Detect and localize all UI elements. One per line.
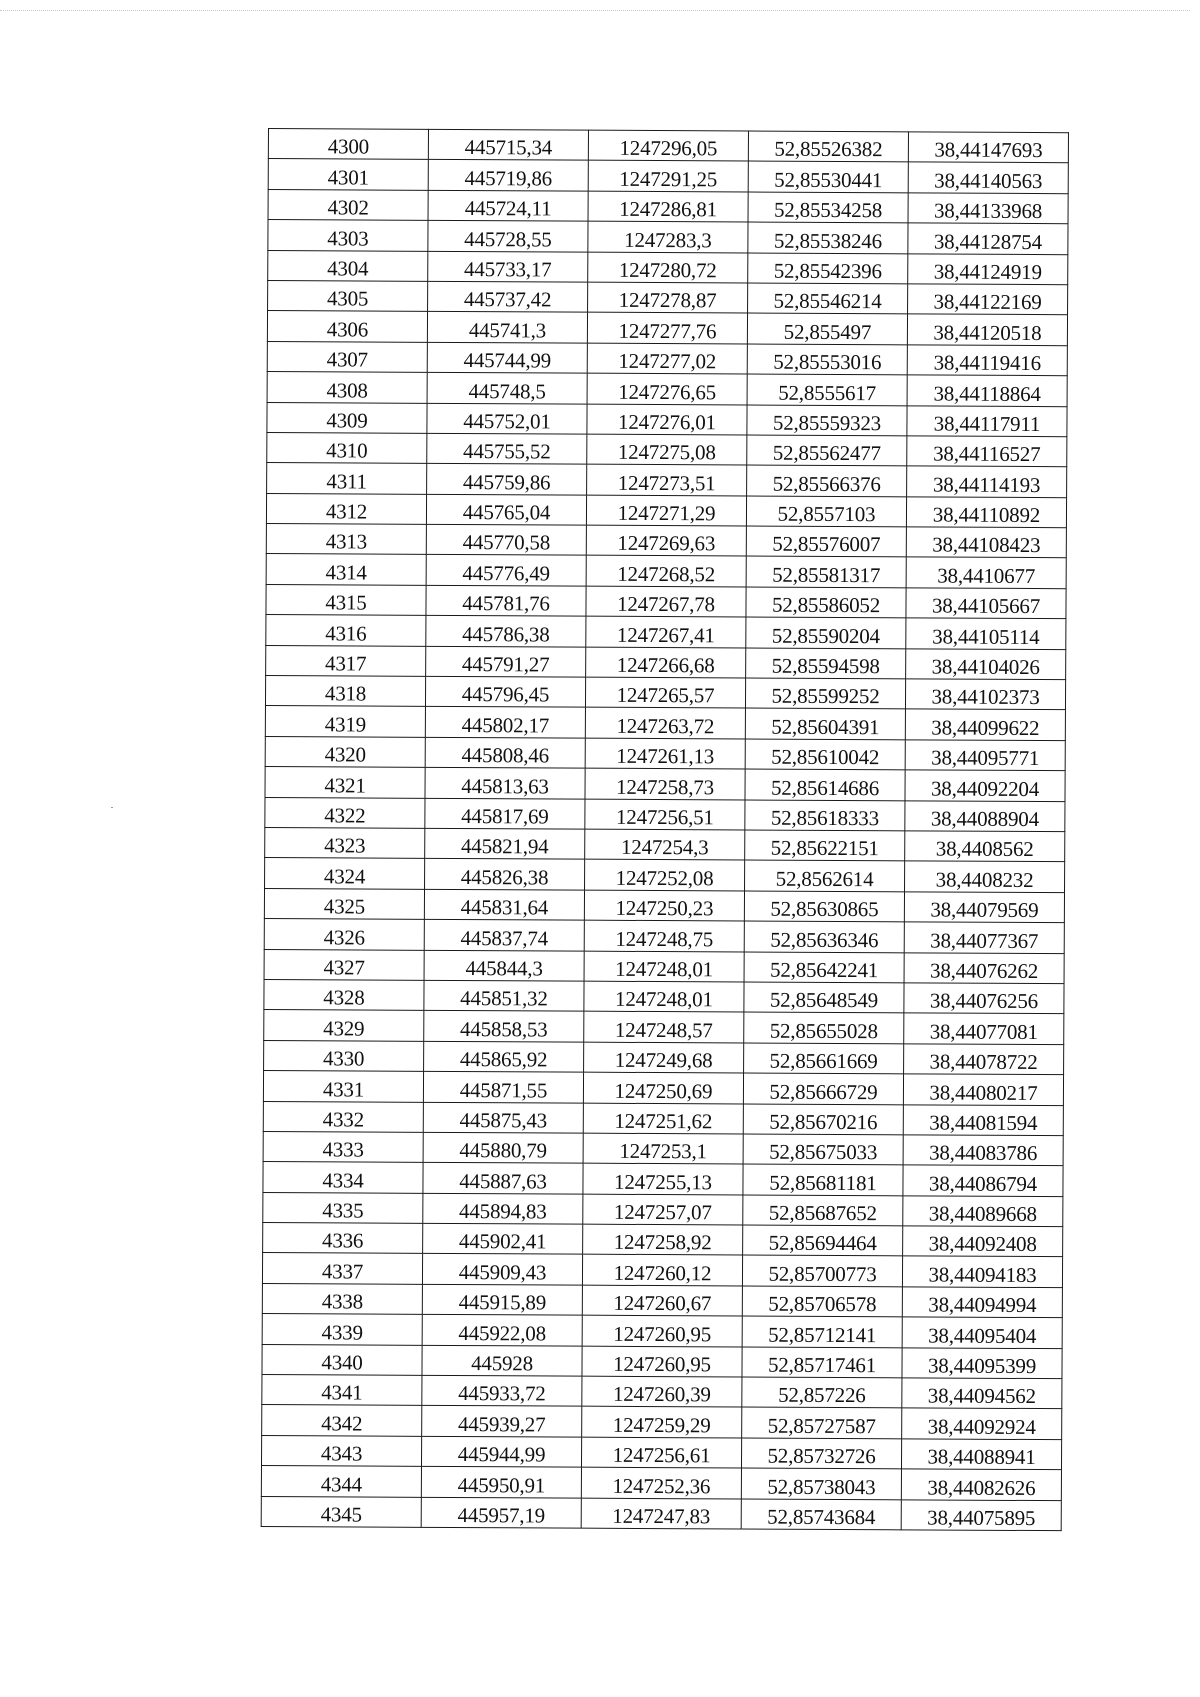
point-number-cell: 4345 [261, 1496, 421, 1527]
y-coordinate-cell: 1247283,3 [588, 221, 748, 252]
x-coordinate-cell: 445724,11 [428, 190, 588, 221]
table-row [268, 159, 1068, 194]
latitude-cell: 52,85655028 [744, 1012, 904, 1043]
point-number-cell: 4340 [262, 1344, 422, 1375]
point-number-cell: 4337 [262, 1253, 422, 1284]
latitude-cell: 52,85538246 [748, 222, 908, 253]
latitude-cell: 52,85530441 [748, 161, 908, 192]
table-row [267, 311, 1067, 346]
table-row [264, 979, 1064, 1014]
table-row [266, 524, 1066, 559]
longitude-cell: 38,44110892 [906, 497, 1066, 528]
y-coordinate-cell: 1247250,23 [584, 890, 744, 921]
x-coordinate-cell: 445831,64 [424, 889, 584, 920]
point-number-cell: 4310 [267, 432, 427, 463]
table-row [265, 827, 1065, 862]
y-coordinate-cell: 1247258,92 [583, 1224, 743, 1255]
latitude-cell: 52,85553016 [747, 344, 907, 375]
x-coordinate-cell: 445851,32 [424, 980, 584, 1011]
table-row [262, 1344, 1062, 1379]
y-coordinate-cell: 1247260,67 [582, 1285, 742, 1316]
longitude-cell: 38,44102373 [905, 679, 1065, 710]
x-coordinate-cell: 445802,17 [425, 707, 585, 738]
y-coordinate-cell: 1247248,01 [584, 951, 744, 982]
x-coordinate-cell: 445909,43 [422, 1254, 582, 1285]
longitude-cell: 38,44086794 [903, 1165, 1063, 1196]
table-row [263, 1101, 1063, 1136]
x-coordinate-cell: 445741,3 [427, 312, 587, 343]
y-coordinate-cell: 1247263,72 [585, 708, 745, 739]
longitude-cell: 38,44077081 [904, 1013, 1064, 1044]
point-number-cell: 4324 [265, 858, 425, 889]
latitude-cell: 52,85630865 [744, 891, 904, 922]
x-coordinate-cell: 445759,86 [427, 464, 587, 495]
longitude-cell: 38,44116527 [907, 436, 1067, 467]
longitude-cell: 38,44079569 [904, 892, 1064, 923]
point-number-cell: 4333 [263, 1131, 423, 1162]
point-number-cell: 4342 [262, 1405, 422, 1436]
y-coordinate-cell: 1247277,02 [587, 343, 747, 374]
point-number-cell: 4303 [268, 220, 428, 251]
table-row [263, 1223, 1063, 1258]
y-coordinate-cell: 1247255,13 [583, 1163, 743, 1194]
table-row [265, 676, 1065, 711]
latitude-cell: 52,85670216 [743, 1104, 903, 1135]
x-coordinate-cell: 445786,38 [426, 616, 586, 647]
x-coordinate-cell: 445765,04 [426, 494, 586, 525]
point-number-cell: 4304 [268, 250, 428, 281]
y-coordinate-cell: 1247254,3 [585, 829, 745, 860]
y-coordinate-cell: 1247251,62 [583, 1103, 743, 1134]
longitude-cell: 38,4408232 [905, 861, 1065, 892]
point-number-cell: 4318 [265, 676, 425, 707]
x-coordinate-cell: 445752,01 [427, 403, 587, 434]
y-coordinate-cell: 1247248,01 [584, 981, 744, 1012]
y-coordinate-cell: 1247268,52 [586, 556, 746, 587]
table-row [268, 280, 1068, 315]
x-coordinate-cell: 445887,63 [423, 1163, 583, 1194]
point-number-cell: 4308 [267, 372, 427, 403]
scan-speck [111, 807, 113, 808]
longitude-cell: 38,44081594 [903, 1104, 1063, 1135]
longitude-cell: 38,44114193 [907, 466, 1067, 497]
point-number-cell: 4320 [265, 736, 425, 767]
table-row [265, 797, 1065, 832]
latitude-cell: 52,85706578 [742, 1286, 902, 1317]
table-row [261, 1435, 1061, 1470]
table-row [262, 1375, 1062, 1410]
longitude-cell: 38,44092924 [902, 1408, 1062, 1439]
longitude-cell: 38,4408562 [905, 831, 1065, 862]
y-coordinate-cell: 1247278,87 [588, 282, 748, 313]
latitude-cell: 52,85542396 [748, 253, 908, 284]
table-row [268, 129, 1068, 164]
x-coordinate-cell: 445928 [422, 1345, 582, 1376]
y-coordinate-cell: 1247261,13 [585, 738, 745, 769]
longitude-cell: 38,44094994 [902, 1287, 1062, 1318]
x-coordinate-cell: 445813,63 [425, 768, 585, 799]
table-row [267, 463, 1067, 498]
table-row [262, 1405, 1062, 1440]
longitude-cell: 38,44119416 [907, 345, 1067, 376]
point-number-cell: 4336 [263, 1223, 423, 1254]
point-number-cell: 4328 [264, 979, 424, 1010]
x-coordinate-cell: 445776,49 [426, 555, 586, 586]
point-number-cell: 4322 [265, 797, 425, 828]
y-coordinate-cell: 1247248,57 [584, 1011, 744, 1042]
y-coordinate-cell: 1247256,61 [581, 1437, 741, 1468]
y-coordinate-cell: 1247291,25 [588, 161, 748, 192]
x-coordinate-cell: 445748,5 [427, 372, 587, 403]
table-row [267, 432, 1067, 467]
longitude-cell: 38,44094562 [902, 1378, 1062, 1409]
y-coordinate-cell: 1247258,73 [585, 768, 745, 799]
longitude-cell: 38,44140563 [908, 162, 1068, 193]
table-row [266, 493, 1066, 528]
longitude-cell: 38,44092408 [903, 1226, 1063, 1257]
y-coordinate-cell: 1247286,81 [588, 191, 748, 222]
x-coordinate-cell: 445821,94 [425, 828, 585, 859]
y-coordinate-cell: 1247276,65 [587, 373, 747, 404]
x-coordinate-cell: 445781,76 [426, 585, 586, 616]
table-row [264, 888, 1064, 923]
y-coordinate-cell: 1247249,68 [584, 1042, 744, 1073]
longitude-cell: 38,44124919 [908, 253, 1068, 284]
point-number-cell: 4339 [262, 1314, 422, 1345]
table-row [263, 1071, 1063, 1106]
y-coordinate-cell: 1247280,72 [588, 252, 748, 283]
longitude-cell: 38,44147693 [908, 132, 1068, 163]
point-number-cell: 4323 [265, 827, 425, 858]
y-coordinate-cell: 1247275,08 [587, 434, 747, 465]
x-coordinate-cell: 445737,42 [428, 281, 588, 312]
y-coordinate-cell: 1247257,07 [583, 1194, 743, 1225]
y-coordinate-cell: 1247271,29 [586, 495, 746, 526]
x-coordinate-cell: 445844,3 [424, 950, 584, 981]
x-coordinate-cell: 445719,86 [428, 160, 588, 191]
latitude-cell: 52,85594598 [746, 648, 906, 679]
latitude-cell: 52,85727587 [742, 1407, 902, 1438]
x-coordinate-cell: 445817,69 [425, 798, 585, 829]
table-row [264, 919, 1064, 954]
point-number-cell: 4306 [267, 311, 427, 342]
longitude-cell: 38,44118864 [907, 375, 1067, 406]
longitude-cell: 38,44078722 [904, 1044, 1064, 1075]
y-coordinate-cell: 1247277,76 [587, 313, 747, 344]
point-number-cell: 4325 [264, 888, 424, 919]
latitude-cell: 52,85562477 [747, 435, 907, 466]
table-row [268, 189, 1068, 224]
point-number-cell: 4327 [264, 949, 424, 980]
longitude-cell: 38,44105114 [906, 618, 1066, 649]
table-row [264, 1040, 1064, 1075]
point-number-cell: 4321 [265, 767, 425, 798]
x-coordinate-cell: 445715,34 [428, 129, 588, 160]
latitude-cell: 52,85618333 [745, 800, 905, 831]
point-number-cell: 4316 [266, 615, 426, 646]
longitude-cell: 38,44128754 [908, 223, 1068, 254]
y-coordinate-cell: 1247267,41 [586, 616, 746, 647]
x-coordinate-cell: 445826,38 [425, 859, 585, 890]
latitude-cell: 52,85661669 [744, 1043, 904, 1074]
y-coordinate-cell: 1247266,68 [586, 647, 746, 678]
y-coordinate-cell: 1247247,83 [581, 1498, 741, 1529]
point-number-cell: 4311 [267, 463, 427, 494]
longitude-cell: 38,44095404 [902, 1317, 1062, 1348]
x-coordinate-cell: 445837,74 [424, 919, 584, 950]
table-row [262, 1253, 1062, 1288]
table-row [265, 736, 1065, 771]
table-row [265, 767, 1065, 802]
latitude-cell: 52,85648549 [744, 982, 904, 1013]
latitude-cell: 52,85526382 [748, 131, 908, 162]
longitude-cell: 38,44076262 [904, 952, 1064, 983]
point-number-cell: 4314 [266, 554, 426, 585]
x-coordinate-cell: 445865,92 [424, 1041, 584, 1072]
latitude-cell: 52,85599252 [745, 678, 905, 709]
x-coordinate-cell: 445796,45 [425, 676, 585, 707]
table-row [263, 1131, 1063, 1166]
x-coordinate-cell: 445755,52 [427, 433, 587, 464]
y-coordinate-cell: 1247267,78 [586, 586, 746, 617]
point-number-cell: 4344 [261, 1466, 421, 1497]
y-coordinate-cell: 1247259,29 [582, 1407, 742, 1438]
x-coordinate-cell: 445922,08 [422, 1315, 582, 1346]
y-coordinate-cell: 1247260,39 [582, 1376, 742, 1407]
longitude-cell: 38,44088941 [901, 1439, 1061, 1470]
y-coordinate-cell: 1247248,75 [584, 920, 744, 951]
latitude-cell: 52,85666729 [743, 1073, 903, 1104]
latitude-cell: 52,85642241 [744, 952, 904, 983]
point-number-cell: 4334 [263, 1162, 423, 1193]
y-coordinate-cell: 1247256,51 [585, 799, 745, 830]
longitude-cell: 38,44077367 [904, 922, 1064, 953]
point-number-cell: 4343 [261, 1435, 421, 1466]
table-row [263, 1162, 1063, 1197]
latitude-cell: 52,85675033 [743, 1134, 903, 1165]
x-coordinate-cell: 445957,19 [421, 1497, 581, 1528]
latitude-cell: 52,85576007 [746, 526, 906, 557]
table-row [267, 372, 1067, 407]
point-number-cell: 4341 [262, 1375, 422, 1406]
longitude-cell: 38,44075895 [901, 1499, 1061, 1530]
table-row [268, 220, 1068, 255]
table-row [266, 645, 1066, 680]
longitude-cell: 38,44122169 [908, 284, 1068, 315]
point-number-cell: 4302 [268, 189, 428, 220]
latitude-cell: 52,85732726 [741, 1438, 901, 1469]
longitude-cell: 38,44108423 [906, 527, 1066, 558]
y-coordinate-cell: 1247265,57 [585, 677, 745, 708]
point-number-cell: 4338 [262, 1283, 422, 1314]
latitude-cell: 52,8562614 [745, 860, 905, 891]
latitude-cell: 52,85700773 [742, 1255, 902, 1286]
point-number-cell: 4326 [264, 919, 424, 950]
longitude-cell: 38,44076256 [904, 983, 1064, 1014]
x-coordinate-cell: 445770,58 [426, 524, 586, 555]
table-row [267, 341, 1067, 376]
longitude-cell: 38,4410677 [906, 557, 1066, 588]
latitude-cell: 52,85546214 [748, 283, 908, 314]
longitude-cell: 38,44095771 [905, 740, 1065, 771]
table-row [261, 1466, 1061, 1501]
table-row [265, 858, 1065, 893]
longitude-cell: 38,44089668 [903, 1196, 1063, 1227]
latitude-cell: 52,85743684 [741, 1499, 901, 1530]
table-row [265, 706, 1065, 741]
point-number-cell: 4317 [266, 645, 426, 676]
y-coordinate-cell: 1247252,08 [585, 860, 745, 891]
y-coordinate-cell: 1247252,36 [581, 1467, 741, 1498]
x-coordinate-cell: 445744,99 [427, 342, 587, 373]
coordinates-table-body [261, 129, 1068, 1531]
y-coordinate-cell: 1247260,95 [582, 1315, 742, 1346]
scan-edge-line [0, 10, 1190, 11]
point-number-cell: 4335 [263, 1192, 423, 1223]
longitude-cell: 38,44105667 [906, 588, 1066, 619]
point-number-cell: 4309 [267, 402, 427, 433]
y-coordinate-cell: 1247273,51 [587, 464, 747, 495]
y-coordinate-cell: 1247276,01 [587, 404, 747, 435]
table-row [264, 949, 1064, 984]
longitude-cell: 38,44088904 [905, 800, 1065, 831]
x-coordinate-cell: 445880,79 [423, 1132, 583, 1163]
point-number-cell: 4329 [264, 1010, 424, 1041]
longitude-cell: 38,44080217 [903, 1074, 1063, 1105]
table-row [266, 584, 1066, 619]
latitude-cell: 52,85590204 [746, 617, 906, 648]
longitude-cell: 38,44099622 [905, 709, 1065, 740]
y-coordinate-cell: 1247260,95 [582, 1346, 742, 1377]
y-coordinate-cell: 1247260,12 [582, 1255, 742, 1286]
x-coordinate-cell: 445733,17 [428, 251, 588, 282]
longitude-cell: 38,44082626 [901, 1469, 1061, 1500]
latitude-cell: 52,85738043 [741, 1468, 901, 1499]
point-number-cell: 4315 [266, 584, 426, 615]
latitude-cell: 52,855497 [747, 313, 907, 344]
latitude-cell: 52,85566376 [747, 465, 907, 496]
y-coordinate-cell: 1247296,05 [588, 130, 748, 161]
longitude-cell: 38,44120518 [907, 314, 1067, 345]
x-coordinate-cell: 445944,99 [421, 1436, 581, 1467]
x-coordinate-cell: 445875,43 [423, 1102, 583, 1133]
longitude-cell: 38,44133968 [908, 193, 1068, 224]
point-number-cell: 4331 [263, 1071, 423, 1102]
x-coordinate-cell: 445933,72 [422, 1375, 582, 1406]
table-row [261, 1496, 1061, 1531]
x-coordinate-cell: 445728,55 [428, 221, 588, 252]
x-coordinate-cell: 445902,41 [423, 1223, 583, 1254]
latitude-cell: 52,857226 [742, 1377, 902, 1408]
latitude-cell: 52,85694464 [743, 1225, 903, 1256]
table-row [264, 1010, 1064, 1045]
x-coordinate-cell: 445894,83 [423, 1193, 583, 1224]
latitude-cell: 52,85717461 [742, 1347, 902, 1378]
latitude-cell: 52,85534258 [748, 192, 908, 223]
point-number-cell: 4332 [263, 1101, 423, 1132]
point-number-cell: 4313 [266, 524, 426, 555]
latitude-cell: 52,85604391 [745, 708, 905, 739]
latitude-cell: 52,85610042 [745, 739, 905, 770]
table-row [268, 250, 1068, 285]
latitude-cell: 52,8555617 [747, 374, 907, 405]
latitude-cell: 52,85586052 [746, 587, 906, 618]
x-coordinate-cell: 445939,27 [422, 1406, 582, 1437]
table-row [266, 615, 1066, 650]
y-coordinate-cell: 1247250,69 [583, 1072, 743, 1103]
point-number-cell: 4312 [266, 493, 426, 524]
table-row [262, 1314, 1062, 1349]
point-number-cell: 4330 [264, 1040, 424, 1071]
table-row [266, 554, 1066, 589]
longitude-cell: 38,44083786 [903, 1135, 1063, 1166]
x-coordinate-cell: 445858,53 [424, 1011, 584, 1042]
coordinates-table [261, 128, 1069, 1531]
latitude-cell: 52,85581317 [746, 556, 906, 587]
point-number-cell: 4301 [268, 159, 428, 190]
table-row [263, 1192, 1063, 1227]
latitude-cell: 52,85614686 [745, 769, 905, 800]
x-coordinate-cell: 445791,27 [426, 646, 586, 677]
y-coordinate-cell: 1247253,1 [583, 1133, 743, 1164]
latitude-cell: 52,85636346 [744, 921, 904, 952]
longitude-cell: 38,44104026 [906, 648, 1066, 679]
latitude-cell: 52,85687652 [743, 1195, 903, 1226]
table-row [262, 1283, 1062, 1318]
latitude-cell: 52,85712141 [742, 1316, 902, 1347]
latitude-cell: 52,8557103 [746, 496, 906, 527]
longitude-cell: 38,44092204 [905, 770, 1065, 801]
x-coordinate-cell: 445871,55 [423, 1071, 583, 1102]
latitude-cell: 52,85622151 [745, 830, 905, 861]
x-coordinate-cell: 445808,46 [425, 737, 585, 768]
x-coordinate-cell: 445915,89 [422, 1284, 582, 1315]
point-number-cell: 4307 [267, 341, 427, 372]
point-number-cell: 4319 [265, 706, 425, 737]
y-coordinate-cell: 1247269,63 [586, 525, 746, 556]
point-number-cell: 4305 [268, 280, 428, 311]
latitude-cell: 52,85681181 [743, 1164, 903, 1195]
longitude-cell: 38,44095399 [902, 1347, 1062, 1378]
longitude-cell: 38,44117911 [907, 405, 1067, 436]
longitude-cell: 38,44094183 [902, 1256, 1062, 1287]
latitude-cell: 52,85559323 [747, 405, 907, 436]
x-coordinate-cell: 445950,91 [421, 1467, 581, 1498]
table-row [267, 402, 1067, 437]
point-number-cell: 4300 [268, 129, 428, 160]
